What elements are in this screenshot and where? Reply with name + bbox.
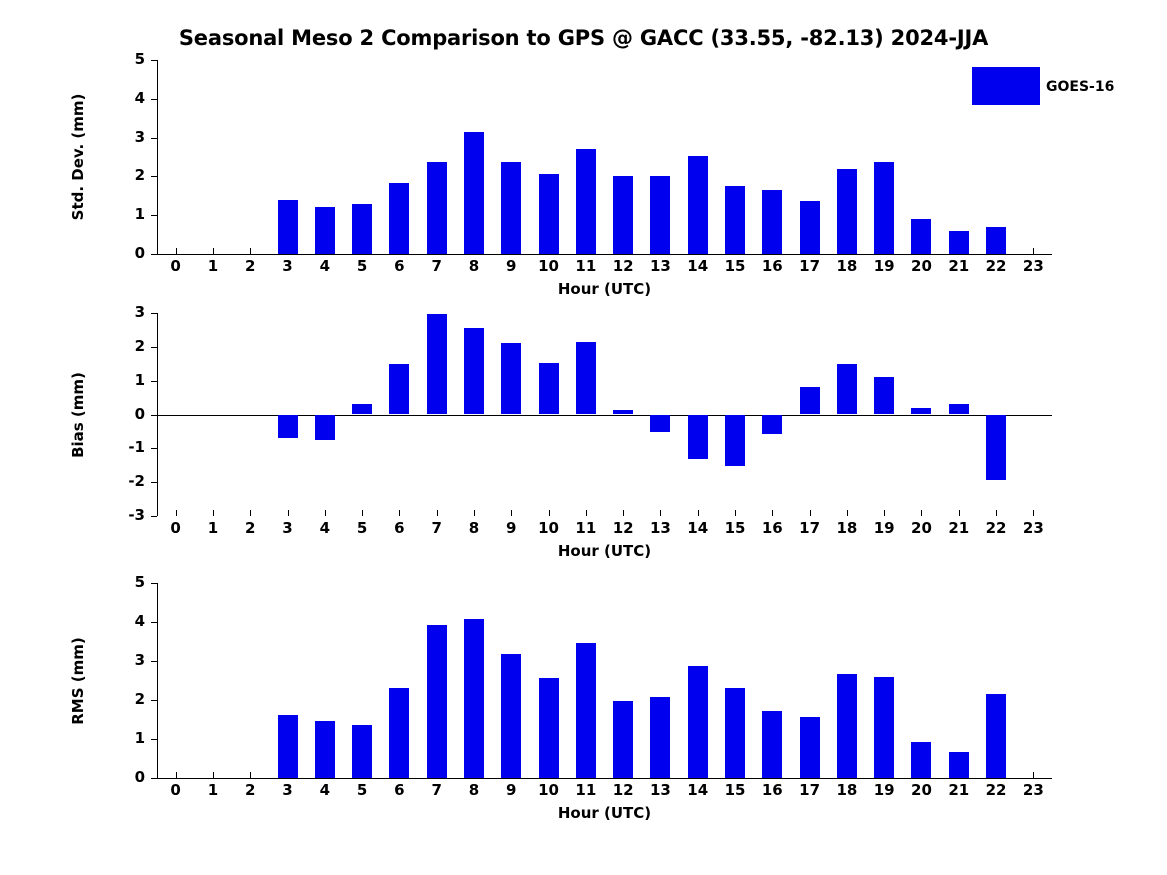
x-tick-label: 23	[1022, 257, 1044, 275]
x-tick-label: 11	[575, 781, 597, 799]
x-tick-label: 8	[468, 519, 480, 537]
bar	[464, 619, 484, 778]
x-tick-label: 17	[799, 781, 821, 799]
bar	[576, 643, 596, 778]
y-axis-label: Bias (mm)	[69, 371, 87, 458]
bar	[911, 742, 931, 778]
x-tick-label: 15	[724, 781, 746, 799]
x-tick-label: 12	[612, 257, 634, 275]
y-tick-label: 2	[134, 166, 145, 185]
y-tick-label: -1	[128, 438, 145, 457]
x-tick-label: 3	[282, 519, 293, 537]
x-tick-label: 1	[207, 519, 219, 537]
page-title: Seasonal Meso 2 Comparison to GPS @ GACC (33.55, -82.13) 2024-JJA	[178, 26, 989, 50]
x-tick-label: 19	[873, 781, 895, 799]
x-tick-label: 1	[207, 257, 219, 275]
x-tick-label: 6	[394, 257, 405, 275]
x-tick-label: 22	[985, 519, 1007, 537]
x-tick-label: 14	[687, 519, 709, 537]
x-tick-label: 6	[394, 781, 405, 799]
y-tick-label: -2	[128, 472, 145, 491]
bar	[278, 715, 298, 778]
y-tick	[151, 700, 157, 701]
bar	[800, 717, 820, 778]
x-tick-label: 21	[948, 781, 970, 799]
y-tick-label: 2	[134, 690, 145, 708]
x-axis-line	[157, 778, 1052, 779]
x-tick-label: 7	[431, 519, 442, 537]
bar	[725, 688, 745, 778]
x-tick-label: 6	[394, 519, 405, 537]
y-tick-label: 1	[134, 370, 145, 389]
x-tick-label: 18	[836, 257, 858, 275]
x-tick-label: 4	[319, 519, 331, 537]
bar	[762, 711, 782, 778]
y-tick-label: 4	[134, 612, 145, 630]
x-tick-label: 16	[761, 781, 783, 799]
y-tick-label: 3	[134, 127, 145, 146]
x-tick-label: 19	[873, 257, 895, 275]
x-tick-label: 5	[356, 519, 368, 537]
x-tick	[1033, 772, 1034, 778]
x-tick-label: 5	[356, 781, 368, 799]
y-tick-label: 5	[134, 50, 145, 68]
y-axis-line	[157, 583, 158, 778]
x-tick-label: 12	[612, 519, 634, 537]
bar	[539, 678, 559, 778]
x-tick-label: 18	[836, 781, 858, 799]
x-tick-label: 22	[985, 781, 1007, 799]
bar	[874, 677, 894, 778]
x-tick-label: 13	[650, 781, 671, 799]
x-tick-label: 19	[873, 519, 895, 537]
x-tick-label: 15	[724, 519, 746, 537]
bar	[650, 697, 670, 778]
x-tick-label: 8	[468, 257, 480, 275]
x-tick-label: 16	[761, 519, 783, 537]
bar	[688, 666, 708, 778]
bar	[501, 654, 521, 778]
x-tick-label: 17	[799, 519, 821, 537]
bar	[949, 752, 969, 778]
x-tick-label: 17	[799, 257, 821, 275]
y-tick-label: -3	[128, 506, 145, 524]
x-tick-label: 20	[911, 781, 932, 799]
x-tick-label: 21	[948, 519, 970, 537]
x-tick-label: 10	[538, 781, 559, 799]
x-tick-label: 4	[319, 781, 331, 799]
x-tick-label: 21	[948, 257, 970, 275]
y-tick	[151, 661, 157, 662]
y-tick	[151, 739, 157, 740]
y-tick	[151, 778, 157, 779]
x-tick-label: 10	[538, 519, 559, 537]
y-tick-label: 1	[134, 205, 145, 224]
y-tick-label: 0	[134, 768, 145, 786]
x-tick-label: 9	[506, 519, 517, 537]
x-tick-label: 23	[1022, 519, 1044, 537]
legend-swatch-goes16	[972, 67, 1040, 105]
y-tick	[151, 583, 157, 584]
y-tick-label: 1	[134, 729, 145, 747]
legend-label-goes16: GOES-16	[1046, 79, 1115, 95]
x-tick-label: 0	[170, 519, 181, 537]
bar	[613, 701, 633, 778]
x-tick-label: 14	[687, 257, 709, 275]
x-tick-label: 2	[245, 257, 256, 275]
x-tick-label: 22	[985, 257, 1007, 275]
x-tick-label: 12	[612, 781, 634, 799]
x-tick-label: 10	[538, 257, 559, 275]
x-tick-label: 5	[356, 257, 368, 275]
x-axis-label: Hour (UTC)	[557, 804, 652, 822]
x-tick-label: 23	[1022, 781, 1044, 799]
y-axis-label: RMS (mm)	[69, 636, 87, 725]
x-tick-label: 7	[431, 257, 442, 275]
x-tick	[250, 772, 251, 778]
x-tick-label: 16	[761, 257, 783, 275]
y-tick-label: 3	[134, 303, 145, 321]
x-tick-label: 18	[836, 519, 858, 537]
bar	[315, 721, 335, 778]
x-tick	[176, 772, 177, 778]
bar	[427, 625, 447, 778]
x-tick-label: 9	[506, 781, 517, 799]
bar	[837, 674, 857, 778]
x-axis-label: Hour (UTC)	[557, 280, 652, 298]
x-tick-label: 9	[506, 257, 517, 275]
bar	[389, 688, 409, 778]
y-tick-label: 0	[134, 404, 145, 423]
x-tick	[213, 772, 214, 778]
x-tick-label: 4	[319, 257, 331, 275]
x-tick-label: 15	[724, 257, 746, 275]
x-tick-label: 14	[687, 781, 709, 799]
x-tick-label: 0	[170, 781, 181, 799]
y-tick-label: 3	[134, 651, 145, 669]
y-tick-label: 2	[134, 336, 145, 355]
x-tick-label: 2	[245, 519, 256, 537]
x-tick-label: 3	[282, 781, 293, 799]
x-tick-label: 0	[170, 257, 181, 275]
bar	[352, 725, 372, 778]
y-tick-label: 5	[134, 573, 145, 591]
x-tick-label: 13	[650, 519, 671, 537]
x-tick-label: 3	[282, 257, 293, 275]
x-tick-label: 1	[207, 781, 219, 799]
bar	[986, 694, 1006, 778]
x-tick-label: 7	[431, 781, 442, 799]
x-tick-label: 8	[468, 781, 480, 799]
y-axis-label: Std. Dev. (mm)	[69, 93, 87, 221]
x-tick-label: 20	[911, 257, 932, 275]
y-tick-label: 0	[134, 244, 145, 262]
x-tick-label: 2	[245, 781, 256, 799]
x-axis-label: Hour (UTC)	[557, 542, 652, 560]
y-tick	[151, 622, 157, 623]
x-tick-label: 11	[575, 519, 597, 537]
y-tick-label: 4	[134, 88, 145, 107]
x-tick-label: 11	[575, 257, 597, 275]
x-tick-label: 20	[911, 519, 932, 537]
x-tick-label: 13	[650, 257, 671, 275]
